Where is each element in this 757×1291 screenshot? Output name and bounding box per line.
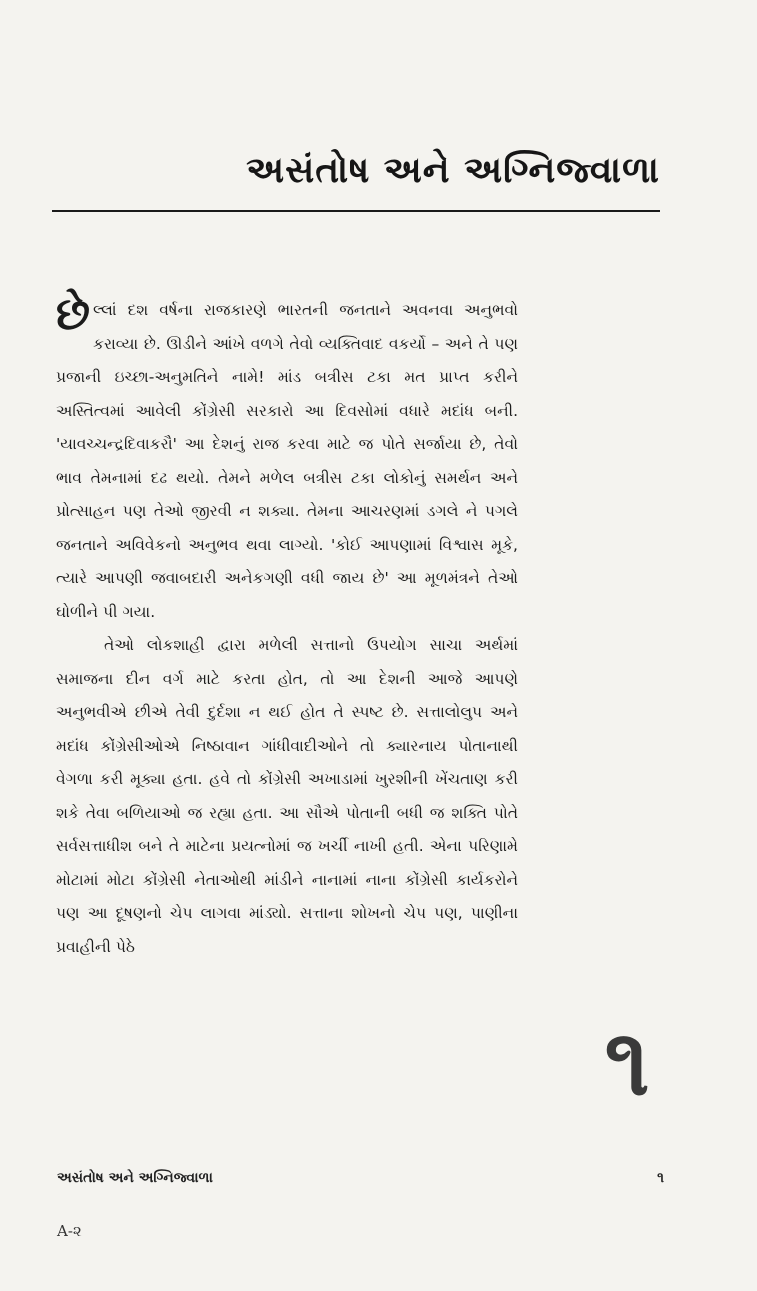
drop-cap: છે: [56, 289, 91, 340]
running-footer-title: અસંતોષ અને અગ્નિજ્વાળા: [57, 1170, 213, 1186]
chapter-number: ૧: [604, 1009, 650, 1116]
paragraph-1: [56, 289, 518, 629]
body-text: [56, 289, 518, 964]
paragraph-2: તેઓ લોકશાહી દ્વારા મળેલી સત્તાનો ઉપયોગ સાચા અર્થમાં સમાજના દીન વર્ગ માટે કરતા હોત, તો આ દેશની આજે આપણે અનુભવીએ છીએ તેવી દુર્દશા ન થઈ હોત તે સ્પષ્ટ છે. સત્તાલોલુપ અને મદાંધ કોંગ્રેસીઓએ નિષ્ઠાવાન ગાંધીવાદીઓને તો ક્યારનાય પોતાનાથી વેગળા કરી મૂક્યા હતા. હવે તો કોંગ્રેસી અખાડામાં ખુરશીની ખેંચતાણ કરી શકે તેવા બળિયાઓ જ રહ્યા હતા. આ સૌએ પોતાની બધી જ શક્તિ પોતે સર્વસત્તાધીશ બને તે માટેના પ્રયત્નોમાં જ ખર્ચી નાખી હતી. એના પરિણામે મોટામાં મોટા કોંગ્રેસી નેતાઓથી માંડીને નાનામાં નાના કોંગ્રેસી કાર્યકરોને પણ આ દૂષણનો ચેપ લાગવા માંડ્યો. સત્તાના શોખનો ચેપ પણ, પાણીના પ્રવાહીની પેઠે: [56, 636, 518, 956]
chapter-title: અસંતોષ અને અગ્નિજ્વાળા: [246, 150, 660, 191]
printer-signature-mark: A-૨: [57, 1222, 82, 1240]
page-number: ૧: [657, 1170, 664, 1186]
title-rule: [52, 210, 660, 212]
paragraph-1-text: લ્લાં દશ વર્ષના રાજકારણે ભારતની જનતાને અવનવા અનુભવો કરાવ્યા છે. ઊડીને આંખે વળગે તેવો વ્યક્તિવાદ વકર્યો – અને તે પણ પ્રજાની ઇચ્છા-અનુમતિને નામે! માંડ બત્રીસ ટકા મત પ્રાપ્ત કરીને અસ્તિત્વમાં આવેલી કોંગ્રેસી સરકારો આ દિવસોમાં વધારે મદાંધ બની. 'યાવચ્ચન્દ્રદિવાકરૌ' આ દેશનું રાજ કરવા માટે જ પોતે સર્જાયા છે, તેવો ભાવ તેમનામાં દઢ થયો. તેમને મળેલ બત્રીસ ટકા લોકોનું સમર્થન અને પ્રોત્સાહન પણ તેઓ જીરવી ન શક્યા. તેમના આચરણમાં ડગલે ને પગલે જનતાને અવિવેકનો અનુભવ થવા લાગ્યો. 'કોઈ આપણામાં વિશ્વાસ મૂકે, ત્યારે આપણી જવાબદારી અનેકગણી વધી જાય છે' આ મૂળમંત્રને તેઓ ઘોળીને પી ગયા.: [56, 301, 518, 621]
